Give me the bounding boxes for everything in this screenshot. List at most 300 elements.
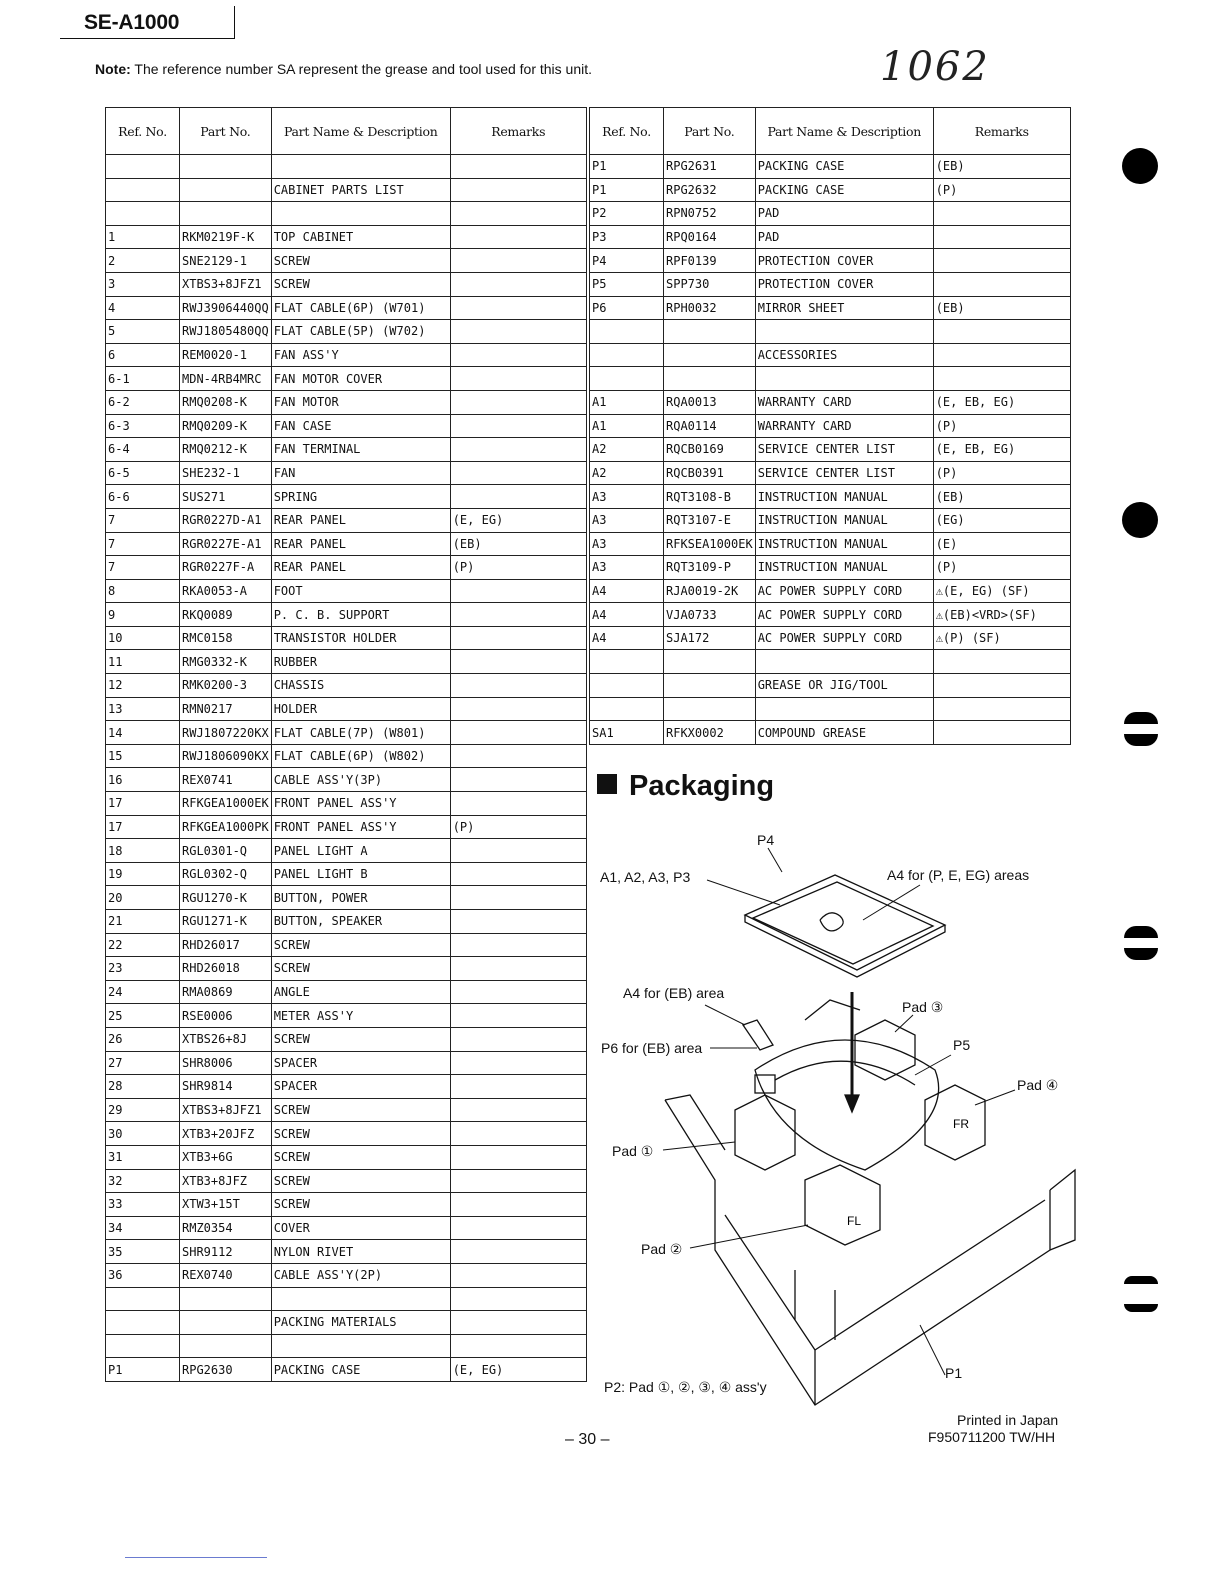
table-row: [106, 886, 587, 910]
label-p6-eb: P6 for (EB) area: [601, 1040, 703, 1056]
cell-ref-no: [590, 367, 664, 391]
cell-description: FOOT: [271, 579, 450, 603]
table-row: [590, 343, 1071, 367]
cell-part-no: XTB3+6G: [180, 1145, 272, 1169]
col-ref-no: Ref. No.: [590, 108, 664, 155]
table-row: [106, 697, 587, 721]
cell-description: [755, 650, 933, 674]
cell-part-no: RJA0019-2K: [664, 579, 756, 603]
table-row: [590, 155, 1071, 179]
parts-table-left-body: [106, 155, 587, 1382]
cell-remarks: [933, 367, 1070, 391]
table-row: [590, 603, 1071, 627]
table-row: [106, 933, 587, 957]
cell-remarks: [450, 155, 586, 179]
cell-remarks: [450, 626, 586, 650]
cell-part-no: [180, 155, 272, 179]
cell-remarks: [450, 367, 586, 391]
cell-ref-no: P2: [590, 202, 664, 226]
cell-ref-no: 6-4: [106, 438, 180, 462]
cell-description: PACKING CASE: [755, 155, 933, 179]
cell-ref-no: 33: [106, 1193, 180, 1217]
handwritten-annotation: 1062: [880, 44, 990, 90]
table-row: [106, 508, 587, 532]
cell-remarks: (P): [933, 556, 1070, 580]
cell-remarks: [450, 862, 586, 886]
cell-part-no: RWJ1805480QQ: [180, 320, 272, 344]
cell-remarks: [933, 202, 1070, 226]
label-p2-assy: P2: Pad ①, ②, ③, ④ ass'y: [604, 1379, 767, 1395]
binder-hole-mark-bottom: [1124, 948, 1158, 960]
cell-part-no: SPP730: [664, 272, 756, 296]
cell-remarks: [450, 933, 586, 957]
cell-description: SCREW: [271, 272, 450, 296]
cell-remarks: (P): [933, 414, 1070, 438]
cell-description: AC POWER SUPPLY CORD: [755, 626, 933, 650]
cell-remarks: [450, 697, 586, 721]
cell-description: SCREW: [271, 1027, 450, 1051]
cell-description: GREASE OR JIG/TOOL: [755, 674, 933, 698]
cell-part-no: RKQ0089: [180, 603, 272, 627]
cell-part-no: [664, 697, 756, 721]
cell-part-no: SHR9814: [180, 1075, 272, 1099]
protection-cover-shape: [745, 875, 945, 970]
table-row: [106, 1240, 587, 1264]
packaging-diagram: [595, 820, 1095, 1410]
table-row: [106, 155, 587, 179]
cell-ref-no: 30: [106, 1122, 180, 1146]
table-row: [590, 721, 1071, 745]
cell-description: PANEL LIGHT B: [271, 862, 450, 886]
leader-p5: [915, 1055, 951, 1075]
cell-part-no: XTBS3+8JFZ1: [180, 272, 272, 296]
cell-remarks: (P): [933, 178, 1070, 202]
table-row: [106, 980, 587, 1004]
cell-remarks: (EB): [933, 485, 1070, 509]
table-row: [106, 626, 587, 650]
cell-part-no: [664, 650, 756, 674]
cell-remarks: [450, 1145, 586, 1169]
cell-remarks: [450, 744, 586, 768]
table-row: [590, 296, 1071, 320]
cell-remarks: [450, 1122, 586, 1146]
cell-description: COVER: [271, 1216, 450, 1240]
cell-part-no: RMN0217: [180, 697, 272, 721]
cell-ref-no: 36: [106, 1263, 180, 1287]
table-row: [106, 225, 587, 249]
cell-part-no: RGR0227F-A: [180, 556, 272, 580]
table-row: [106, 1311, 587, 1335]
table-row: [106, 438, 587, 462]
cell-remarks: [450, 579, 586, 603]
cell-ref-no: [590, 343, 664, 367]
model-number: SE-A1000: [84, 11, 180, 34]
cell-part-no: [180, 1287, 272, 1311]
cell-remarks: [450, 1334, 586, 1358]
cell-part-no: RGL0302-Q: [180, 862, 272, 886]
cell-part-no: RPG2632: [664, 178, 756, 202]
leader-a4-pe: [863, 885, 920, 920]
carton-inner-edge: [725, 1215, 815, 1405]
cell-part-no: RMQ0208-K: [180, 390, 272, 414]
note-label: Note:: [95, 61, 131, 77]
cell-description: SCREW: [271, 1098, 450, 1122]
cell-description: SERVICE CENTER LIST: [755, 438, 933, 462]
cell-description: SCREW: [271, 1122, 450, 1146]
cell-part-no: RMG0332-K: [180, 650, 272, 674]
table-row: [106, 461, 587, 485]
table-row: [590, 414, 1071, 438]
parts-table-right-body: [590, 155, 1071, 745]
cell-ref-no: A2: [590, 438, 664, 462]
table-row: [106, 1004, 587, 1028]
table-row: [590, 650, 1071, 674]
cell-ref-no: 4: [106, 296, 180, 320]
cell-ref-no: [106, 1311, 180, 1335]
cell-description: FAN MOTOR: [271, 390, 450, 414]
cell-remarks: [933, 721, 1070, 745]
cell-description: PAD: [755, 225, 933, 249]
cell-ref-no: 12: [106, 674, 180, 698]
cell-part-no: RPN0752: [664, 202, 756, 226]
cell-remarks: [450, 225, 586, 249]
cell-ref-no: P6: [590, 296, 664, 320]
table-row: [106, 367, 587, 391]
cell-description: FLAT CABLE(7P) (W801): [271, 721, 450, 745]
cell-part-no: REX0741: [180, 768, 272, 792]
table-row: [590, 626, 1071, 650]
cell-description: ACCESSORIES: [755, 343, 933, 367]
cell-remarks: [450, 202, 586, 226]
wrap-fold: [775, 1061, 915, 1085]
cell-remarks: (E, EB, EG): [933, 438, 1070, 462]
cell-ref-no: 3: [106, 272, 180, 296]
table-row: [106, 414, 587, 438]
cell-remarks: [450, 1311, 586, 1335]
cell-description: FLAT CABLE(6P) (W701): [271, 296, 450, 320]
col-description: Part Name & Description: [271, 108, 450, 155]
table-row: [106, 1263, 587, 1287]
cell-remarks: [450, 768, 586, 792]
cell-description: SPACER: [271, 1051, 450, 1075]
cell-remarks: [933, 272, 1070, 296]
table-row: [590, 485, 1071, 509]
cell-remarks: [450, 980, 586, 1004]
cell-description: INSTRUCTION MANUAL: [755, 508, 933, 532]
cell-ref-no: 1: [106, 225, 180, 249]
cell-description: FAN TERMINAL: [271, 438, 450, 462]
cell-remarks: (EB): [933, 155, 1070, 179]
cell-ref-no: 6-3: [106, 414, 180, 438]
cell-ref-no: 8: [106, 579, 180, 603]
cell-remarks: (P): [450, 815, 586, 839]
cell-part-no: RWJ1807220KX: [180, 721, 272, 745]
cell-part-no: XTW3+15T: [180, 1193, 272, 1217]
label-a1-a2-a3-p3: A1, A2, A3, P3: [600, 869, 691, 885]
cell-ref-no: A4: [590, 626, 664, 650]
table-row: [106, 1334, 587, 1358]
cell-remarks: [450, 414, 586, 438]
cell-remarks: [450, 650, 586, 674]
cell-part-no: RMQ0209-K: [180, 414, 272, 438]
table-row: [590, 674, 1071, 698]
cell-remarks: [450, 721, 586, 745]
table-row: [106, 1051, 587, 1075]
cell-part-no: RWJ3906440QQ: [180, 296, 272, 320]
cell-part-no: RHD26017: [180, 933, 272, 957]
cell-remarks: [450, 296, 586, 320]
table-row: [106, 202, 587, 226]
cell-part-no: SHR9112: [180, 1240, 272, 1264]
carton-flap-left: [665, 1095, 725, 1150]
cell-description: SCREW: [271, 1169, 450, 1193]
cell-remarks: [450, 603, 586, 627]
cell-description: SPRING: [271, 485, 450, 509]
cell-part-no: RQA0013: [664, 390, 756, 414]
cell-ref-no: 9: [106, 603, 180, 627]
cell-description: CABLE ASS'Y(2P): [271, 1263, 450, 1287]
col-part-no: Part No.: [180, 108, 272, 155]
binder-hole-mark-bottom: [1124, 734, 1158, 746]
cell-ref-no: 21: [106, 910, 180, 934]
cell-ref-no: 10: [106, 626, 180, 650]
cell-part-no: XTB3+8JFZ: [180, 1169, 272, 1193]
cell-remarks: (EB): [933, 296, 1070, 320]
table-row: [106, 1027, 587, 1051]
cell-ref-no: 13: [106, 697, 180, 721]
pad-3-shape: [855, 1020, 915, 1080]
cell-description: PACKING MATERIALS: [271, 1311, 450, 1335]
cell-ref-no: 2: [106, 249, 180, 273]
table-row: [590, 390, 1071, 414]
label-p4: P4: [757, 832, 775, 848]
cell-remarks: [450, 461, 586, 485]
table-row: [106, 650, 587, 674]
leader-p1: [920, 1325, 945, 1375]
cell-ref-no: 17: [106, 815, 180, 839]
table-row: [106, 815, 587, 839]
cell-remarks: ⚠(P) (SF): [933, 626, 1070, 650]
cell-remarks: ⚠(EB)<VRD>(SF): [933, 603, 1070, 627]
cell-part-no: [664, 343, 756, 367]
cell-ref-no: A4: [590, 603, 664, 627]
cell-ref-no: P1: [590, 178, 664, 202]
cell-description: FLAT CABLE(5P) (W702): [271, 320, 450, 344]
cell-remarks: [933, 674, 1070, 698]
label-p5: P5: [953, 1037, 971, 1053]
cell-ref-no: 25: [106, 1004, 180, 1028]
cell-description: [271, 1287, 450, 1311]
col-ref-no: Ref. No.: [106, 108, 180, 155]
cell-part-no: VJA0733: [664, 603, 756, 627]
cell-remarks: [450, 320, 586, 344]
cell-description: SCREW: [271, 933, 450, 957]
cell-ref-no: 7: [106, 556, 180, 580]
table-row: [106, 532, 587, 556]
cell-ref-no: [106, 1287, 180, 1311]
cell-remarks: [933, 697, 1070, 721]
cell-ref-no: 26: [106, 1027, 180, 1051]
cell-part-no: RGU1270-K: [180, 886, 272, 910]
cell-remarks: [450, 1169, 586, 1193]
cell-part-no: RPH0032: [664, 296, 756, 320]
cell-part-no: [664, 367, 756, 391]
table-row: [590, 367, 1071, 391]
cell-remarks: [450, 438, 586, 462]
cell-ref-no: 35: [106, 1240, 180, 1264]
cell-part-no: RHD26018: [180, 957, 272, 981]
cell-remarks: [450, 272, 586, 296]
col-remarks: Remarks: [450, 108, 586, 155]
cell-ref-no: 27: [106, 1051, 180, 1075]
cell-description: FRONT PANEL ASS'Y: [271, 792, 450, 816]
cell-part-no: XTBS26+8J: [180, 1027, 272, 1051]
cell-remarks: [450, 886, 586, 910]
binder-hole-mark-top: [1124, 712, 1158, 724]
scan-edge-line: [125, 1557, 267, 1558]
cell-description: [271, 1334, 450, 1358]
parts-table-left: [105, 107, 587, 1382]
cell-part-no: SHE232-1: [180, 461, 272, 485]
table-header-row: [590, 108, 1071, 155]
cell-remarks: [450, 674, 586, 698]
cell-ref-no: 32: [106, 1169, 180, 1193]
leader-a4-eb: [705, 1005, 745, 1025]
cell-part-no: REM0020-1: [180, 343, 272, 367]
cell-description: PANEL LIGHT A: [271, 839, 450, 863]
cell-part-no: RGR0227E-A1: [180, 532, 272, 556]
cell-ref-no: 23: [106, 957, 180, 981]
cell-part-no: SJA172: [664, 626, 756, 650]
cell-remarks: (P): [450, 556, 586, 580]
label-pad-3: Pad ③: [902, 999, 944, 1015]
table-row: [106, 792, 587, 816]
cell-remarks: ⚠(E, EG) (SF): [933, 579, 1070, 603]
cell-part-no: RFKGEA1000EK: [180, 792, 272, 816]
cell-description: BUTTON, POWER: [271, 886, 450, 910]
cell-description: SCREW: [271, 1145, 450, 1169]
cell-ref-no: A3: [590, 532, 664, 556]
table-row: [590, 178, 1071, 202]
cell-remarks: (EG): [933, 508, 1070, 532]
cell-ref-no: [106, 1334, 180, 1358]
cell-part-no: RPQ0164: [664, 225, 756, 249]
cell-description: [271, 155, 450, 179]
cell-remarks: (E, EG): [450, 1358, 586, 1382]
power-cord-shape: [743, 1020, 773, 1050]
cell-remarks: [450, 1193, 586, 1217]
label-pad-4: Pad ④: [1017, 1077, 1059, 1093]
cell-ref-no: P1: [106, 1358, 180, 1382]
table-row: [106, 603, 587, 627]
table-row: [590, 249, 1071, 273]
cell-ref-no: [590, 650, 664, 674]
table-row: [106, 556, 587, 580]
cell-ref-no: P1: [590, 155, 664, 179]
table-row: [106, 1358, 587, 1382]
cell-part-no: [180, 1334, 272, 1358]
cell-part-no: RPF0139: [664, 249, 756, 273]
leader-p4: [768, 848, 782, 872]
table-row: [106, 485, 587, 509]
table-row: [106, 178, 587, 202]
pad-1-shape: [735, 1095, 795, 1170]
cell-ref-no: A3: [590, 485, 664, 509]
cell-description: FAN CASE: [271, 414, 450, 438]
cell-part-no: RMZ0354: [180, 1216, 272, 1240]
cell-description: SCREW: [271, 1193, 450, 1217]
binder-hole-mark: [1122, 148, 1158, 184]
parts-table-right: [589, 107, 1071, 745]
cell-description: [755, 320, 933, 344]
cell-ref-no: A1: [590, 390, 664, 414]
label-pad-1: Pad ①: [612, 1143, 654, 1159]
pad-2-shape: [805, 1165, 880, 1245]
cell-part-no: XTB3+20JFZ: [180, 1122, 272, 1146]
table-row: [590, 202, 1071, 226]
cell-ref-no: 28: [106, 1075, 180, 1099]
cell-part-no: REX0740: [180, 1263, 272, 1287]
cell-part-no: RMC0158: [180, 626, 272, 650]
cell-ref-no: 29: [106, 1098, 180, 1122]
cell-ref-no: 14: [106, 721, 180, 745]
label-pad-2: Pad ②: [641, 1241, 683, 1257]
cell-ref-no: [590, 320, 664, 344]
cell-part-no: RQCB0391: [664, 461, 756, 485]
table-row: [106, 1169, 587, 1193]
cell-part-no: RPG2631: [664, 155, 756, 179]
cell-description: P. C. B. SUPPORT: [271, 603, 450, 627]
table-row: [106, 1216, 587, 1240]
label-a4-p-e-eg: A4 for (P, E, EG) areas: [887, 867, 1030, 883]
cell-ref-no: A2: [590, 461, 664, 485]
cell-remarks: [450, 1027, 586, 1051]
cell-remarks: [450, 957, 586, 981]
page-number: – 30 –: [565, 1431, 610, 1448]
table-row: [106, 390, 587, 414]
table-row: [106, 249, 587, 273]
cell-description: MIRROR SHEET: [755, 296, 933, 320]
cell-ref-no: P3: [590, 225, 664, 249]
cell-part-no: [180, 1311, 272, 1335]
cell-remarks: [450, 178, 586, 202]
manual-illustration-icon: [820, 913, 843, 931]
cell-remarks: [450, 1004, 586, 1028]
cover-edge: [745, 915, 945, 977]
cell-description: TOP CABINET: [271, 225, 450, 249]
table-row: [106, 1075, 587, 1099]
cell-remarks: [450, 343, 586, 367]
cell-ref-no: [106, 202, 180, 226]
cell-remarks: [450, 839, 586, 863]
cell-part-no: RMK0200-3: [180, 674, 272, 698]
cell-description: [271, 202, 450, 226]
cell-part-no: SUS271: [180, 485, 272, 509]
label-p1: P1: [945, 1365, 963, 1381]
cell-ref-no: 16: [106, 768, 180, 792]
cell-ref-no: SA1: [590, 721, 664, 745]
wrapped-unit: [755, 1040, 939, 1170]
cell-description: BUTTON, SPEAKER: [271, 910, 450, 934]
binder-hole-mark: [1122, 502, 1158, 538]
cell-remarks: [933, 320, 1070, 344]
cell-ref-no: [106, 178, 180, 202]
cell-part-no: XTBS3+8JFZ1: [180, 1098, 272, 1122]
label-a4-eb: A4 for (EB) area: [623, 985, 725, 1001]
cell-ref-no: 7: [106, 532, 180, 556]
binder-hole-mark-top: [1124, 926, 1158, 938]
cell-part-no: RPG2630: [180, 1358, 272, 1382]
